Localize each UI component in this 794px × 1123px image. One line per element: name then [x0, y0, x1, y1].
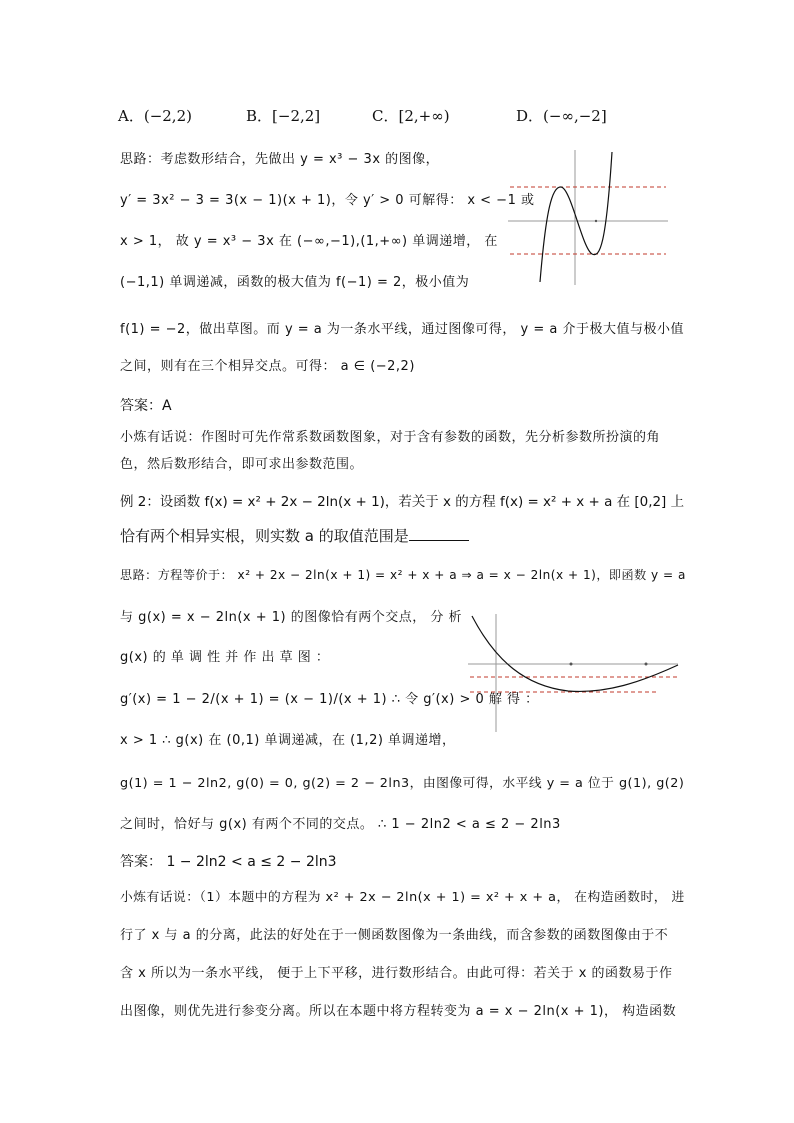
choice-b-label: B． [246, 107, 273, 125]
ex1-remark-line-1: 小炼有话说：作图时可先作常系数函数图象，对于含有参数的函数，先分析参数所扮演的角 [120, 430, 661, 445]
ex1-line-5: f(1) = −2，做出草图。而 y = a 为一条水平线，通过图像可得， y = a 介于极大值与极小值 [120, 322, 684, 337]
choice-c [372, 106, 450, 126]
ex1-remark-line-2: 色，然后数形结合，即可求出参数范围。 [120, 457, 364, 472]
choice-d-label: D． [516, 107, 544, 125]
ex2-question-line-1: 例 2：设函数 f(x) = x² + 2x − 2ln(x + 1)，若关于 x 的方程 f(x) = x² + x + a 在 [0,2] 上 [120, 494, 685, 510]
ex2-remark-line-2: 行了 x 与 a 的分离，此法的好处在于一侧函数图像为一条曲线，而含参数的函数图像由于不 [120, 928, 669, 943]
ex1-line-3: x > 1， 故 y = x³ − 3x 在 (−∞,−1),(1,+∞) 单调递增， 在 [120, 234, 498, 249]
g-point-1 [570, 663, 573, 666]
choice-a-label: A． [118, 107, 144, 125]
ex2-line-3: g(x) 的 单 调 性 并 作 出 草 图 ： [120, 650, 330, 665]
ex2-answer: 答案： 1 − 2ln2 < a ≤ 2 − 2ln3 [120, 854, 337, 870]
ex1-line-1: 思路：考虑数形结合，先做出 y = x³ − 3x 的图像， [120, 152, 440, 167]
choice-a [118, 106, 192, 126]
answer-blank [409, 526, 469, 541]
ex1-line-4: (−1,1) 单调递减，函数的极大值为 f(−1) = 2，极小值为 [120, 275, 470, 290]
g-point-2 [645, 663, 648, 666]
g-curve [472, 616, 678, 691]
choice-d-value: (−∞,−2] [543, 107, 607, 125]
ex2-line-6: g(1) = 1 − 2ln2, g(0) = 0, g(2) = 2 − 2ln3，由图像可得，水平线 y = a 位于 g(1), g(2) [120, 776, 685, 791]
ex2-remark-line-4: 出图像，则优先进行参变分离。所以在本题中将方程转变为 a = x − 2ln(x + 1)， 构造函数 [120, 1004, 677, 1019]
ex2-line-7: 之间时，恰好与 g(x) 有两个不同的交点。 ∴ 1 − 2ln2 < a ≤ 2 − 2ln3 [120, 817, 561, 832]
ex2-question-line-2 [120, 526, 469, 546]
ex2-remark-line-3: 含 x 所以为一条水平线， 便于上下平移，进行数形结合。由此可得：若关于 x 的函数易于作 [120, 966, 673, 981]
g-graph [466, 612, 681, 734]
ex2-line-4: g′(x) = 1 − 2/(x + 1) = (x − 1)/(x + 1) ∴ 令 g′(x) > 0 解 得 ： [120, 692, 539, 707]
choices-row [0, 106, 794, 128]
ex1-line-2: y′ = 3x² − 3 = 3(x − 1)(x + 1)，令 y′ > 0 可解得： x < −1 或 [120, 193, 535, 208]
cubic-curve [540, 152, 612, 282]
cubic-tick-dot [595, 220, 597, 222]
choice-a-value: (−2,2) [143, 107, 192, 125]
ex2-line-5: x > 1 ∴ g(x) 在 (0,1) 单调递减，在 (1,2) 单调递增， [120, 733, 456, 748]
ex2-remark-line-1: 小炼有话说：（1）本题中的方程为 x² + 2x − 2ln(x + 1) = x² + x + a， 在构造函数时， 进 [120, 890, 685, 905]
cubic-graph [508, 150, 668, 285]
ex1-line-6: 之间，则有在三个相异交点。可得： a ∈ (−2,2) [120, 359, 415, 374]
choice-b-value: [−2,2] [272, 107, 321, 125]
ex2-question-text: 恰有两个相异实根，则实数 a 的取值范围是 [120, 527, 409, 545]
choice-c-value: [2,+∞) [398, 107, 450, 125]
ex2-line-2: 与 g(x) = x − 2ln(x + 1) 的图像恰有两个交点， 分 析 [120, 610, 463, 625]
ex2-line-1: 思路：方程等价于： x² + 2x − 2ln(x + 1) = x² + x + a ⇒ a = x − 2ln(x + 1)，即函数 y = a [120, 568, 686, 582]
choice-b [246, 106, 320, 126]
ex1-answer: 答案：A [120, 398, 172, 414]
choice-c-label: C． [372, 107, 399, 125]
choice-d [516, 106, 607, 126]
